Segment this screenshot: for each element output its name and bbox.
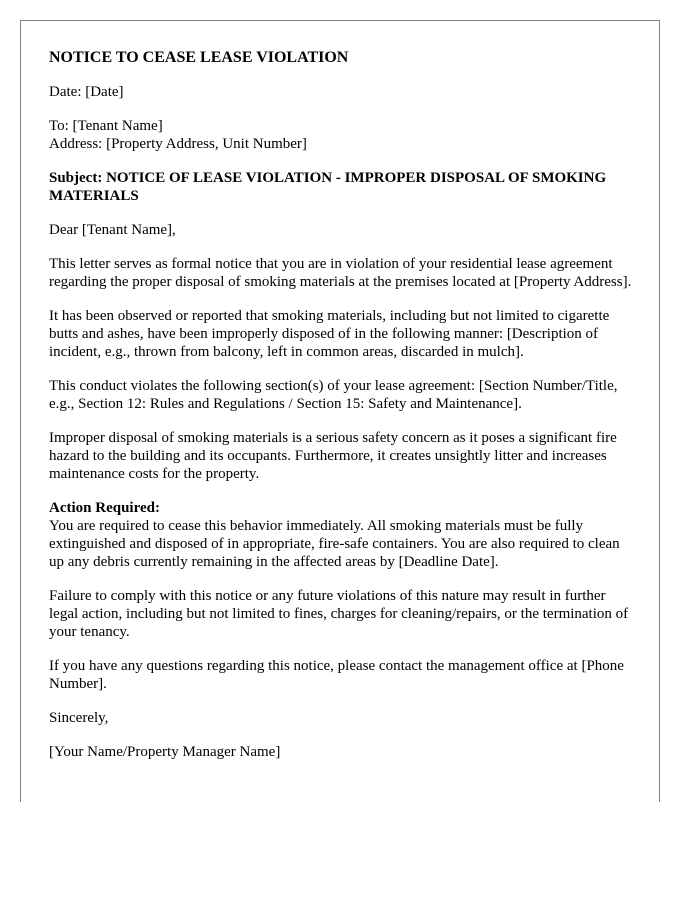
address-line: Address: [Property Address, Unit Number] <box>49 136 307 152</box>
to-line: To: [Tenant Name] <box>49 118 163 134</box>
letter-body <box>49 49 634 777</box>
paragraph-consequences: Failure to comply with this notice or any future violations of this nature may result in further legal action, including but not limited to fines, charges for cleaning/repairs, or the termination of your tenancy. <box>49 588 629 640</box>
action-required-block <box>49 499 634 571</box>
date-line: Date: [Date] <box>49 84 124 100</box>
letter-page <box>20 20 660 802</box>
paragraph-incident: It has been observed or reported that smoking materials, including but not limited to cigarette butts and ashes, have been improperly disposed of in the following manner: [Description of incident, e.g., thrown from balcony, left in common areas, discarded in mulch]. <box>49 308 610 360</box>
subject-line: Subject: NOTICE OF LEASE VIOLATION - IMPROPER DISPOSAL OF SMOKING MATERIALS <box>49 170 607 204</box>
closing: Sincerely, <box>49 710 109 726</box>
paragraph-lease-section: This conduct violates the following section(s) of your lease agreement: [Section Number/Title, e.g., Section 12: Rules and Regulations / Section 15: Safety and Maintenance]. <box>49 378 618 412</box>
paragraph-notice: This letter serves as formal notice that you are in violation of your residential lease agreement regarding the proper disposal of smoking materials at the premises located at [Property Address]. <box>49 256 632 290</box>
salutation: Dear [Tenant Name], <box>49 222 176 238</box>
paragraph-safety: Improper disposal of smoking materials is a serious safety concern as it poses a significant fire hazard to the building and its occupants. Furthermore, it creates unsightly litter and increases maintenance costs for the property. <box>49 430 617 482</box>
action-required-heading: Action Required: <box>49 500 160 516</box>
paragraph-contact: If you have any questions regarding this notice, please contact the management office at [Phone Number]. <box>49 658 624 692</box>
signature-line: [Your Name/Property Manager Name] <box>49 744 281 760</box>
letter-title: NOTICE TO CEASE LEASE VIOLATION <box>49 49 349 66</box>
recipient-block <box>49 117 634 153</box>
action-required-text: You are required to cease this behavior immediately. All smoking materials must be fully extinguished and disposed of in appropriate, fire-safe containers. You are also required to clean up any debris currently remaining in the affected areas by [Deadline Date]. <box>49 518 620 570</box>
